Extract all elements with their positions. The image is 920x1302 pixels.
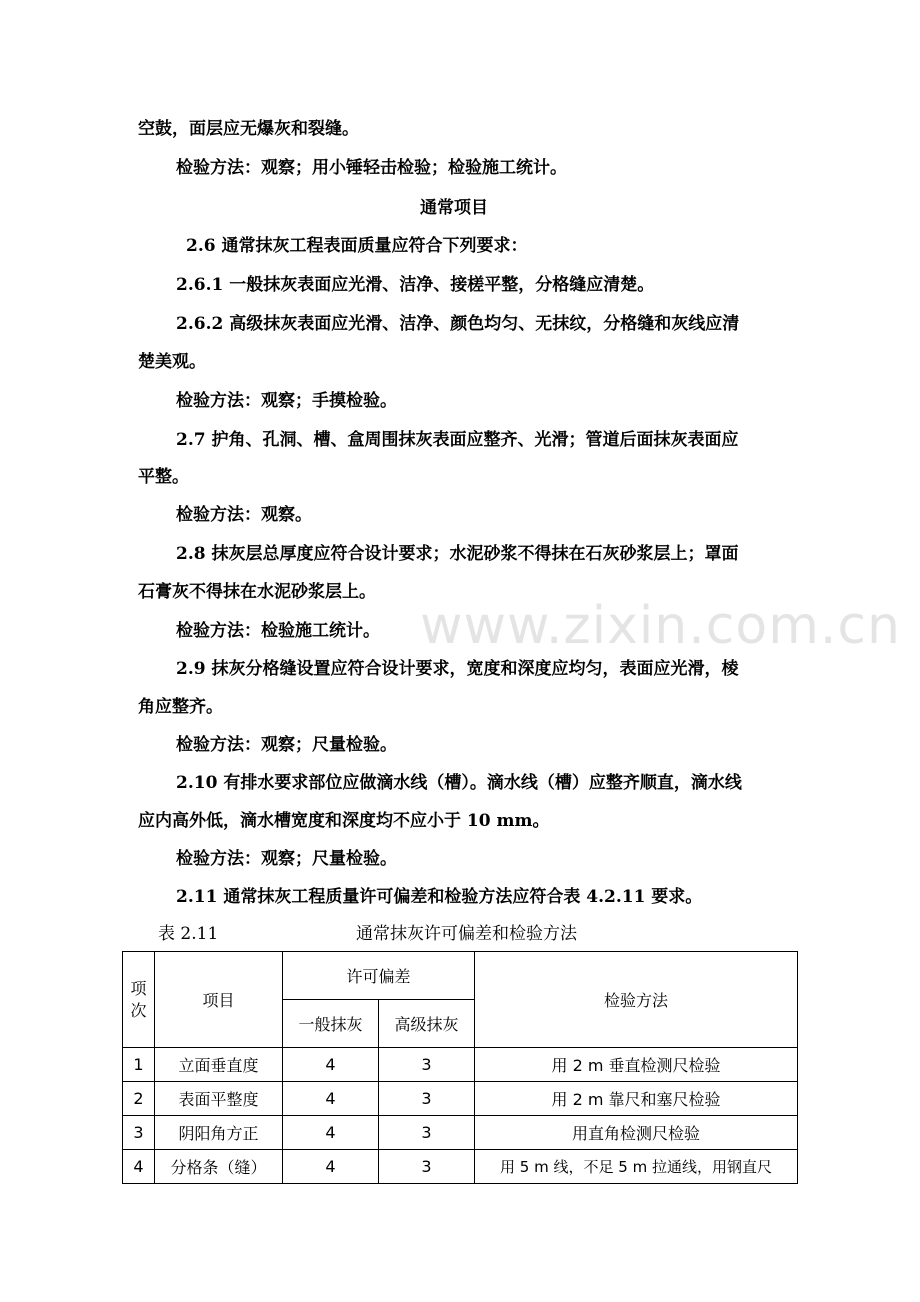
row-idx: 1: [123, 1048, 155, 1082]
clause-2-8-cont: 石膏灰不得抹在水泥砂浆层上。: [138, 582, 376, 602]
row-advanced: 3: [379, 1048, 475, 1082]
row-method: 用 2 m 垂直检测尺检验: [475, 1048, 798, 1082]
header-general: 一般抹灰: [283, 1000, 379, 1048]
watermark: www.zixin.com.cn: [420, 596, 901, 656]
paragraph-continuation: 空鼓，面层应无爆灰和裂缝。: [138, 119, 359, 139]
clause-2-10: 2.10 有排水要求部位应做滴水线（槽）。滴水线（槽）应整齐顺直，滴水线: [176, 773, 742, 793]
header-name: 项目: [155, 952, 283, 1048]
inspection-method: 检验方法：观察；尺量检验。: [176, 849, 397, 869]
clause-2-6-1: 2.6.1 一般抹灰表面应光滑、洁净、接槎平整，分格缝应清楚。: [176, 275, 655, 295]
table-header-row: [123, 952, 798, 1000]
table-label: 表 2.11: [158, 924, 219, 944]
table-row: [123, 1048, 798, 1082]
header-tolerance: 许可偏差: [283, 952, 475, 1000]
table-row: [123, 1082, 798, 1116]
row-idx: 4: [123, 1150, 155, 1184]
row-name: 分格条（缝）: [155, 1150, 283, 1184]
clause-2-7-cont: 平整。: [138, 467, 189, 487]
table-row: [123, 1150, 798, 1184]
inspection-method: 检验方法：观察；尺量检验。: [176, 735, 397, 755]
row-general: 4: [283, 1116, 379, 1150]
row-idx: 2: [123, 1082, 155, 1116]
row-general: 4: [283, 1048, 379, 1082]
inspection-method: 检验方法：观察；手摸检验。: [176, 391, 397, 411]
row-name: 阴阳角方正: [155, 1116, 283, 1150]
clause-2-9: 2.9 抹灰分格缝设置应符合设计要求，宽度和深度应均匀，表面应光滑，棱: [176, 659, 739, 679]
clause-2-7: 2.7 护角、孔洞、槽、盒周围抹灰表面应整齐、光滑；管道后面抹灰表面应: [176, 430, 739, 450]
clause-2-6: 2.6 通常抹灰工程表面质量应符合下列要求：: [186, 236, 528, 256]
inspection-method: 检验方法：检验施工统计。: [176, 621, 380, 641]
table-caption: 通常抹灰许可偏差和检验方法: [356, 924, 577, 944]
inspection-method: 检验方法：观察；用小锤轻击检验；检验施工统计。: [176, 158, 567, 178]
row-method: 用 2 m 靠尺和塞尺检验: [475, 1082, 798, 1116]
clause-2-11: 2.11 通常抹灰工程质量许可偏差和检验方法应符合表 4.2.11 要求。: [176, 887, 703, 907]
row-idx: 3: [123, 1116, 155, 1150]
header-idx-label: 项次: [130, 978, 147, 1020]
row-name: 立面垂直度: [155, 1048, 283, 1082]
clause-2-9-cont: 角应整齐。: [138, 697, 223, 717]
clause-2-6-2-cont: 楚美观。: [138, 352, 206, 372]
row-name: 表面平整度: [155, 1082, 283, 1116]
header-method: 检验方法: [475, 952, 798, 1048]
clause-2-8: 2.8 抹灰层总厚度应符合设计要求；水泥砂浆不得抹在石灰砂浆层上；罩面: [176, 544, 739, 564]
clause-2-10-cont: 应内高外低，滴水槽宽度和深度均不应小于 10 mm。: [138, 811, 550, 831]
row-general: 4: [283, 1150, 379, 1184]
header-advanced: 高级抹灰: [379, 1000, 475, 1048]
section-heading: 通常项目: [420, 198, 488, 218]
row-general: 4: [283, 1082, 379, 1116]
row-method: 用 5 m 线，不足 5 m 拉通线，用钢直尺: [475, 1150, 798, 1184]
header-idx: [123, 952, 155, 1048]
row-advanced: 3: [379, 1116, 475, 1150]
inspection-method: 检验方法：观察。: [176, 505, 312, 525]
table-row: [123, 1116, 798, 1150]
tolerance-table: [122, 951, 798, 1184]
row-method: 用直角检测尺检验: [475, 1116, 798, 1150]
clause-2-6-2: 2.6.2 高级抹灰表面应光滑、洁净、颜色均匀、无抹纹，分格缝和灰线应清: [176, 314, 740, 334]
row-advanced: 3: [379, 1150, 475, 1184]
row-advanced: 3: [379, 1082, 475, 1116]
